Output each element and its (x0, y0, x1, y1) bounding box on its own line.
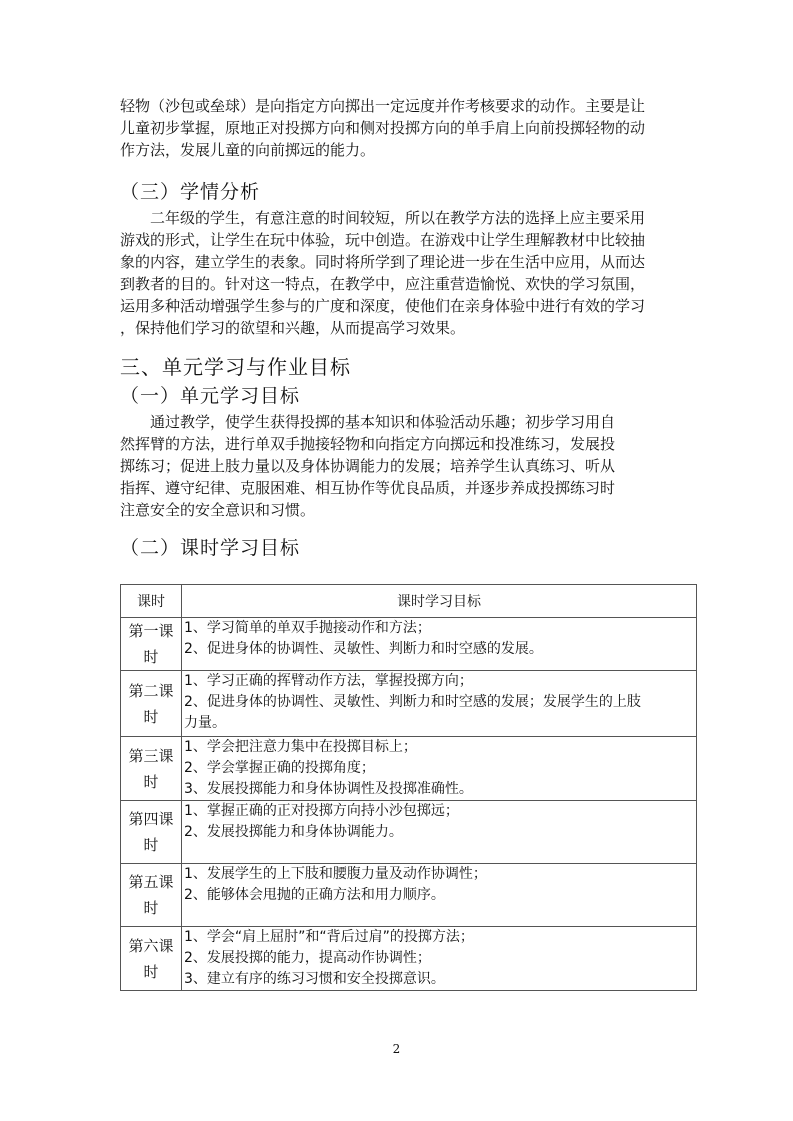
table-row (121, 927, 697, 991)
text-line: 然挥臂的方法，进行单双手抛接轻物和向指定方向掷远和投准练习，发展投 (120, 435, 616, 453)
section-heading-learner-analysis: （三）学情分析 (120, 181, 261, 203)
period-cell: 第一课 时 (121, 618, 182, 671)
table-row (121, 671, 697, 737)
unit-goal-paragraph (120, 411, 700, 521)
text-line: 象的内容，建立学生的表象。同时将所学到了理论进一步在生活中应用，从而达 (120, 253, 646, 271)
text-line: 二年级的学生，有意注意的时间较短，所以在教学方法的选择上应主要采用 (150, 209, 646, 227)
goals-cell: 1、掌握正确的正对投掷方向持小沙包掷远； 2、发展投掷能力和身体协调能力。 (182, 801, 697, 864)
text-line: 作方法，发展儿童的向前掷远的能力。 (120, 141, 376, 159)
period-cell: 第四课 时 (121, 801, 182, 864)
learner-analysis-paragraph (120, 207, 700, 339)
table-header-period: 课时 (121, 585, 182, 618)
table-header-row (121, 585, 697, 618)
intro-paragraph (120, 95, 700, 161)
section-heading-unit-goals: （一）单元学习目标 (120, 385, 301, 407)
period-cell: 第二课 时 (121, 671, 182, 737)
period-cell: 第三课 时 (121, 737, 182, 801)
text-line: 指挥、遵守纪律、克服困难、相互协作等优良品质，并逐步养成投掷练习时 (120, 479, 616, 497)
text-line: ，保持他们学习的欲望和兴趣，从而提高学习效果。 (120, 319, 466, 337)
text-line: 掷练习；促进上肢力量以及身体协调能力的发展；培养学生认真练习、听从 (120, 457, 616, 475)
text-line: 运用多种活动增强学生参与的广度和深度，使他们在亲身体验中进行有效的学习 (120, 297, 646, 315)
goals-cell: 1、学习正确的挥臂动作方法，掌握投掷方向； 2、促进身体的协调性、灵敏性、判断力和时空感的发展；发展学生的上肢 力量。 (182, 671, 697, 737)
text-line: 到教者的目的。针对这一特点，在教学中，应注重营造愉悦、欢快的学习氛围， (120, 275, 646, 293)
page-number: 2 (392, 1042, 401, 1056)
table-row (121, 801, 697, 864)
period-cell: 第五课 时 (121, 864, 182, 927)
text-line: 轻物（沙包或垒球）是向指定方向掷出一定远度并作考核要求的动作。主要是让 (120, 97, 646, 115)
goals-cell: 1、学会“肩上屈肘”和“背后过肩”的投掷方法； 2、发展投掷的能力，提高动作协调性； 3、建立有序的练习习惯和安全投掷意识。 (182, 927, 697, 991)
table-row (121, 737, 697, 801)
goals-cell: 1、学会把注意力集中在投掷目标上； 2、学会掌握正确的投掷角度； 3、发展投掷能力和身体协调性及投掷准确性。 (182, 737, 697, 801)
goals-cell: 1、发展学生的上下肢和腰腹力量及动作协调性； 2、能够体会甩抛的正确方法和用力顺序。 (182, 864, 697, 927)
text-line: 通过教学，使学生获得投掷的基本知识和体验活动乐趣；初步学习用自 (150, 413, 616, 431)
text-line: 游戏的形式，让学生在玩中体验，玩中创造。在游戏中让学生理解教材中比较抽 (120, 231, 646, 249)
chapter-heading: 三、单元学习与作业目标 (120, 355, 351, 379)
goals-cell: 1、学习简单的单双手抛接动作和方法； 2、促进身体的协调性、灵敏性、判断力和时空感的发展。 (182, 618, 697, 671)
table-header-goals: 课时学习目标 (182, 585, 697, 618)
text-line: 儿童初步掌握，原地正对投掷方向和侧对投掷方向的单手肩上向前投掷轻物的动 (120, 119, 646, 137)
lesson-goals-table (120, 584, 697, 991)
period-cell: 第六课 时 (121, 927, 182, 991)
text-line: 注意安全的安全意识和习惯。 (120, 501, 316, 519)
section-heading-lesson-goals: （二）课时学习目标 (120, 537, 301, 559)
table-row (121, 618, 697, 671)
table-row (121, 864, 697, 927)
